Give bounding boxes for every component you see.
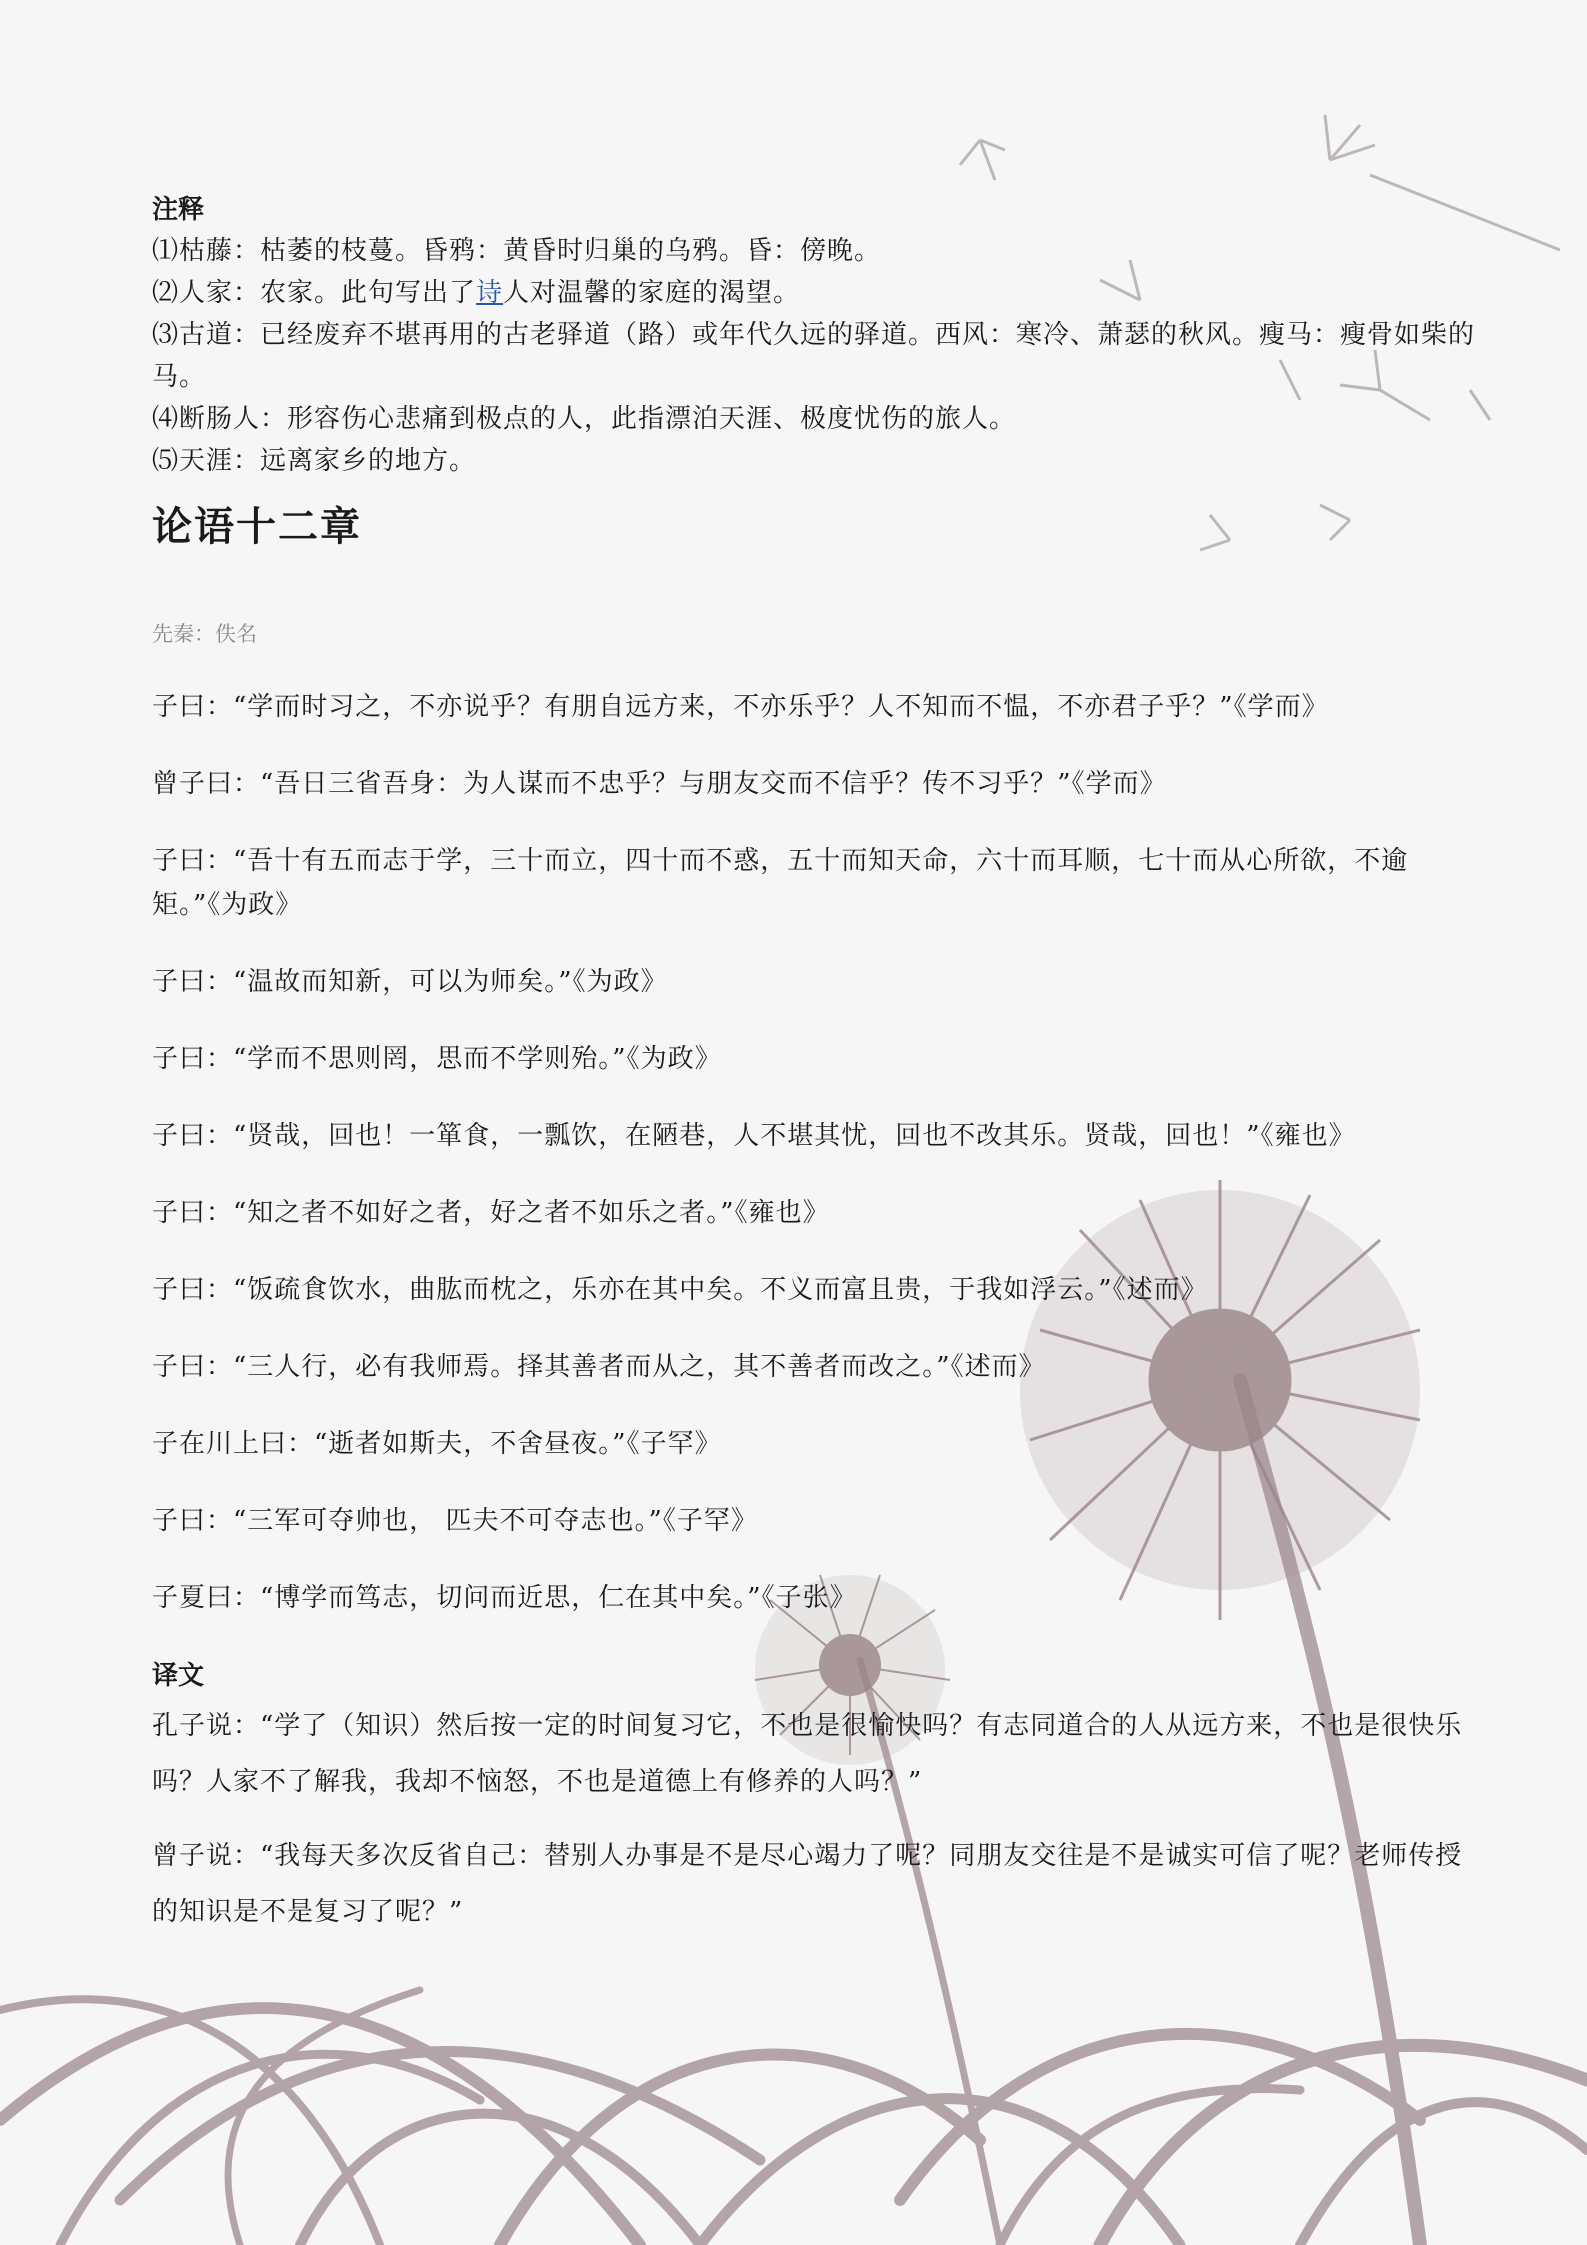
- verse-item: 子在川上曰：“逝者如斯夫，不舍昼夜。”《子罕》: [152, 1429, 722, 1459]
- verse-item: 子曰：“学而时习之，不亦说乎？有朋自远方来，不亦乐乎？人不知而不愠，不亦君子乎？”《学而》: [152, 692, 1329, 722]
- note-text: ⑶古道：已经废弃不堪再用的古老驿道（路）或年代久远的驿道。西风：寒冷、萧瑟的秋风。瘦马：瘦骨如柴的马。: [152, 320, 1476, 392]
- verse-item: 子曰：“三人行，必有我师焉。择其善者而从之，其不善者而改之。”《述而》: [152, 1352, 1046, 1382]
- verse-item: 子曰：“温故而知新，可以为师矣。”《为政》: [152, 967, 668, 997]
- translation-heading: 译文: [152, 1661, 205, 1691]
- verse-item: 子曰：“饭疏食饮水，曲肱而枕之，乐亦在其中矣。不义而富且贵，于我如浮云。”《述而》: [152, 1275, 1208, 1305]
- translation-paragraph: 曾子说：“我每天多次反省自己：替别人办事是不是尽心竭力了呢？同朋友交往是不是诚实可信了呢？老师传授的知识是不是复习了呢？”: [152, 1841, 1463, 1927]
- verse-item: 子曰：“吾十有五而志于学，三十而立，四十而不惑，五十而知天命，六十而耳顺，七十而从心所欲，不逾矩。”《为政》: [152, 846, 1409, 920]
- note-item-1: [152, 230, 1482, 272]
- poet-link[interactable]: 诗: [476, 278, 504, 308]
- note-text: ⑷断肠人：形容伤心悲痛到极点的人，此指漂泊天涯、极度忧伤的旅人。: [152, 404, 1017, 434]
- notes-heading: 注释: [152, 195, 205, 225]
- author-line: 先秦：佚名: [152, 622, 257, 646]
- verse-item: 子曰：“三军可夺帅也， 匹夫不可夺志也。”《子罕》: [152, 1506, 758, 1536]
- note-item-3: [152, 314, 1482, 398]
- verse-item: 曾子曰：“吾日三省吾身：为人谋而不忠乎？与朋友交而不信乎？传不习乎？”《学而》: [152, 769, 1167, 799]
- note-item-2: [152, 272, 1482, 314]
- verse-item: 子曰：“学而不思则罔，思而不学则殆。”《为政》: [152, 1044, 722, 1074]
- page-title: 论语十二章: [152, 503, 362, 550]
- verse-item: 子曰：“贤哉，回也！一箪食，一瓢饮，在陋巷，人不堪其忧，回也不改其乐。贤哉，回也！”《雍也》: [152, 1121, 1356, 1151]
- note-item-4: [152, 398, 1482, 440]
- verse-item: 子夏曰：“博学而笃志，切问而近思，仁在其中矣。”《子张》: [152, 1583, 857, 1613]
- note-text: ⑸天涯：远离家乡的地方。: [152, 446, 477, 476]
- note-text: ⑴枯藤：枯萎的枝蔓。昏鸦：黄昏时归巢的乌鸦。昏：傍晚。: [152, 236, 882, 266]
- note-item-5: [152, 440, 1482, 482]
- translation-paragraph: 孔子说：“学了（知识）然后按一定的时间复习它，不也是很愉快吗？有志同道合的人从远方来，不也是很快乐吗？人家不了解我，我却不恼怒，不也是道德上有修养的人吗？”: [152, 1711, 1463, 1797]
- verse-item: 子曰：“知之者不如好之者，好之者不如乐之者。”《雍也》: [152, 1198, 830, 1228]
- document-body: [152, 190, 1482, 1940]
- note-text-continued: 人对温馨的家庭的渴望。: [503, 278, 801, 308]
- note-text: ⑵人家：农家。此句写出了: [152, 278, 477, 308]
